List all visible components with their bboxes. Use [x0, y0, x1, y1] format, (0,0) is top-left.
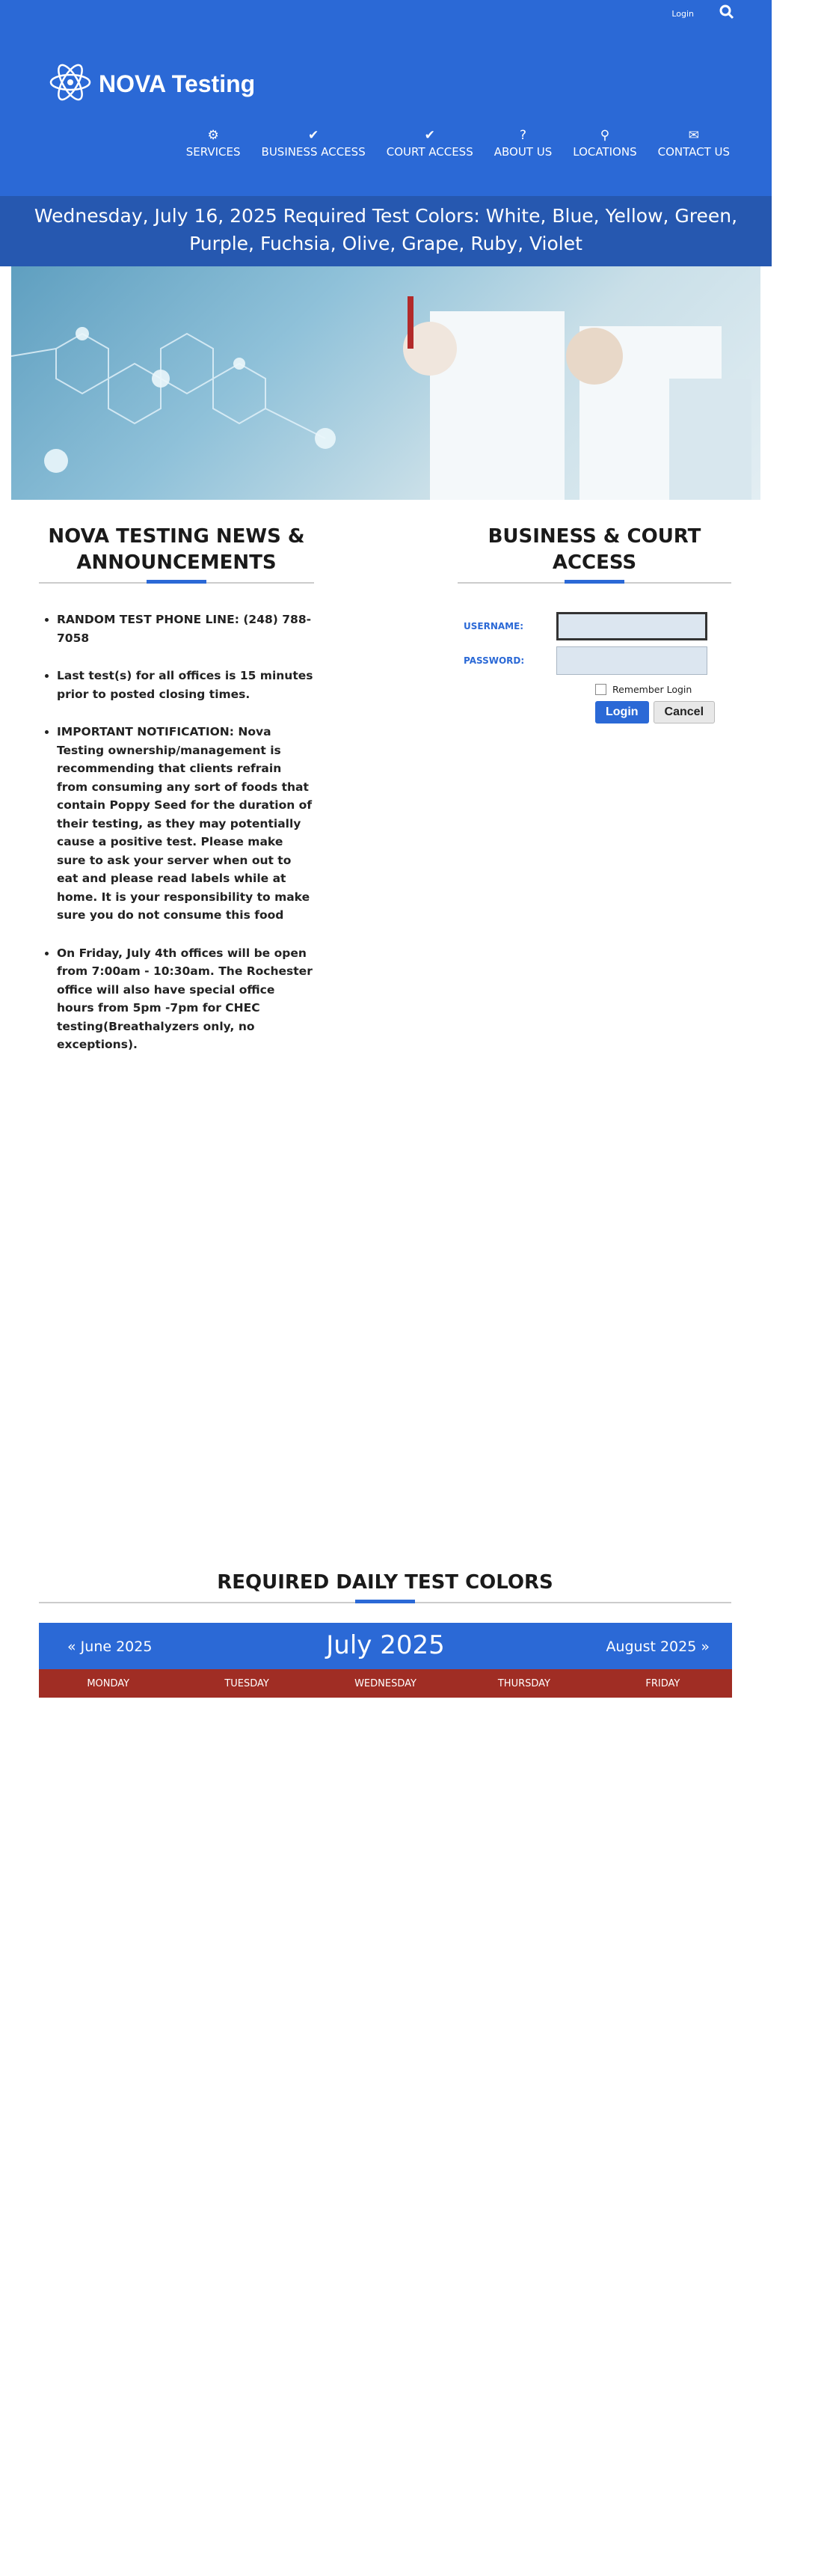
nav-label: BUSINESS ACCESS — [261, 145, 366, 159]
nav-label: LOCATIONS — [573, 145, 637, 159]
check-circle-icon: ✔ — [424, 128, 435, 143]
password-input[interactable] — [556, 646, 707, 675]
nav-item-about-us[interactable] — [494, 127, 553, 159]
news-list — [39, 611, 314, 1054]
hero-image — [11, 266, 760, 500]
username-input[interactable] — [556, 612, 707, 640]
weekday-label: FRIDAY — [645, 1677, 680, 1689]
news-section — [39, 524, 314, 1074]
weekday-label: THURSDAY — [497, 1677, 550, 1689]
calendar-section — [39, 1570, 731, 1603]
gears-icon: ⚙ — [207, 128, 219, 143]
main-nav — [186, 127, 730, 159]
remember-row — [595, 684, 731, 695]
comments-icon: ✉ — [688, 128, 699, 143]
cancel-button[interactable]: Cancel — [654, 701, 715, 723]
remember-checkbox[interactable] — [595, 684, 606, 695]
prev-month-label: June 2025 — [80, 1639, 153, 1655]
nav-label: SERVICES — [185, 145, 241, 159]
weekday-label: TUESDAY — [224, 1677, 269, 1689]
calendar — [39, 1623, 732, 1698]
access-title: BUSINESS & COURT ACCESS — [488, 525, 701, 574]
daily-colors-banner: Wednesday, July 16, 2025 Required Test Colors: White, Blue, Yellow, Green, Purple, Fuchsia, Olive, Grape, Ruby, Violet — [0, 196, 772, 266]
top-bar — [0, 0, 772, 27]
logo[interactable] — [48, 60, 255, 108]
login-button[interactable]: Login — [595, 701, 649, 723]
next-month-link[interactable]: August 2025 » — [606, 1639, 710, 1655]
lab-scientists-image — [11, 266, 760, 500]
news-item: • RANDOM TEST PHONE LINE: (248) 788-7058 — [57, 611, 314, 647]
atom-icon — [48, 60, 93, 108]
main-content — [0, 500, 772, 1869]
news-item: • Last test(s) for all offices is 15 minutes prior to posted closing times. — [57, 667, 314, 703]
username-label: USERNAME: — [464, 621, 524, 631]
title-underline — [458, 582, 731, 584]
form-buttons — [595, 701, 731, 723]
title-underline — [39, 582, 314, 584]
weekday-header — [39, 1669, 732, 1698]
check-circle-icon: ✔ — [308, 128, 319, 143]
current-month: July 2025 — [326, 1630, 445, 1660]
search-icon[interactable] — [719, 4, 734, 22]
weekday-label: MONDAY — [87, 1677, 130, 1689]
password-label: PASSWORD: — [464, 655, 525, 666]
news-title: NOVA TESTING NEWS & ANNOUNCEMENTS — [48, 525, 305, 574]
weekday-label: WEDNESDAY — [354, 1677, 416, 1689]
title-underline — [39, 1602, 731, 1603]
nav-item-court-access[interactable] — [387, 127, 473, 159]
site-header — [0, 27, 772, 196]
nav-item-locations[interactable] — [573, 127, 636, 159]
nav-label: ABOUT US — [494, 145, 553, 159]
news-item: • IMPORTANT NOTIFICATION: Nova Testing ownership/management is recommending that clients refrain from consuming any sort of foods that contain Poppy Seed for the duration of their testing, as they may potentially cause a positive test. Please make sure to ask your server when out to eat and please read labels while at home. It is your responsibility to make sure you do not consume this food — [57, 723, 314, 925]
nav-label: CONTACT US — [657, 145, 730, 159]
news-item: • On Friday, July 4th offices will be open from 7:00am - 10:30am. The Rochester office will also have special office hours from 5pm -7pm for CHEC testing(Breathalyzers only, no exceptions). — [57, 944, 314, 1054]
calendar-title: REQUIRED DAILY TEST COLORS — [217, 1571, 553, 1594]
calendar-header — [39, 1623, 732, 1669]
prev-month-link[interactable]: « June 2025 — [67, 1639, 153, 1655]
map-marker-icon: ⚲ — [600, 128, 610, 143]
next-month-label: August 2025 — [606, 1639, 697, 1655]
nav-item-business-access[interactable] — [262, 127, 366, 159]
question-icon: ? — [519, 128, 526, 143]
username-row — [464, 609, 731, 643]
nav-item-services[interactable] — [186, 127, 241, 159]
login-form — [458, 609, 731, 723]
nav-item-contact-us[interactable] — [658, 127, 730, 159]
login-link[interactable]: Login — [671, 8, 694, 19]
access-section — [458, 524, 731, 723]
nav-label: COURT ACCESS — [386, 145, 473, 159]
remember-label: Remember Login — [612, 684, 692, 695]
password-row — [464, 643, 731, 678]
logo-text: NOVA Testing — [99, 70, 256, 97]
